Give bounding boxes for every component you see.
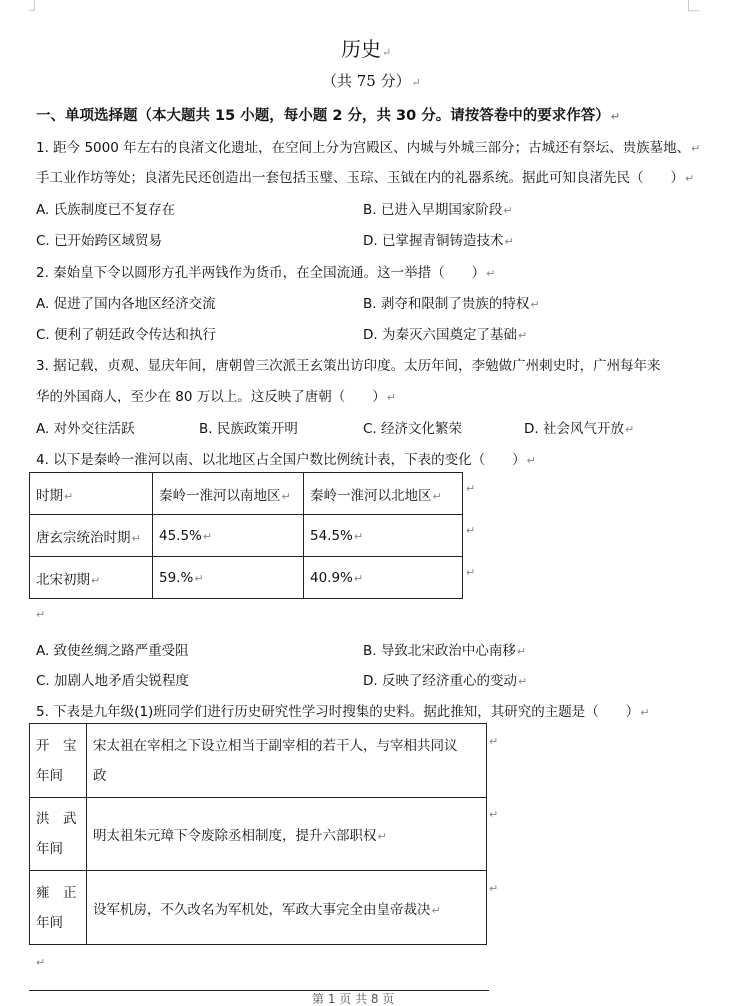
q2-option-b: B. 剥夺和限制了贵族的特权↵ <box>363 296 540 312</box>
q4-option-c: C. 加剧人地矛盾尖锐程度 <box>36 673 190 689</box>
crop-mark-top-left <box>26 0 38 12</box>
section-heading: 一、单项选择题（本大题共 15 小题，每小题 2 分，共 30 分。请按答卷中的要求作答）↵ <box>36 108 620 124</box>
q1-option-a: A. 氏族制度已不复存在 <box>36 202 176 218</box>
row-end-mark: ↵ <box>489 808 499 821</box>
page-title: 历史↵ <box>341 37 392 61</box>
era-cell: 洪 武 年间 <box>30 798 87 871</box>
q1-stem-line1: 1. 距今 5000 年左右的良渚文化遗址，在空间上分为宫殿区、内城与外城三部分；古城还有祭坛、贵族墓地、↵ <box>36 140 701 156</box>
era-cell: 开 宝 年间 <box>30 724 87 798</box>
table-header-cell: 时期↵ <box>30 473 153 515</box>
footer-rule <box>29 990 489 991</box>
q4-option-d: D. 反映了经济重心的变动↵ <box>363 673 528 689</box>
q3-stem-line2: 华的外国商人，至少在 80 万以上。这反映了唐朝（ ）↵ <box>36 389 396 405</box>
era-cell: 雍 正 年间 <box>30 871 87 945</box>
table-cell: 45.5%↵ <box>153 515 304 557</box>
table-row <box>30 798 487 871</box>
row-end-mark: ↵ <box>466 482 476 495</box>
table-cell: 唐玄宗统治时期↵ <box>30 515 153 557</box>
q5-sources-table <box>29 723 487 945</box>
q2-stem: 2. 秦始皇下令以圆形方孔半两钱作为货币，在全国流通。这一举措（ ）↵ <box>36 265 496 281</box>
q3-option-b: B. 民族政策开明 <box>199 421 298 437</box>
q1-stem-line2: 手工业作坊等处；良渚先民还创造出一套包括玉璧、玉琮、玉钺在内的礼器系统。据此可知良渚先民（ ）↵ <box>36 170 695 186</box>
row-end-mark: ↵ <box>466 566 476 579</box>
q1-option-c: C. 已开始跨区域贸易 <box>36 233 163 249</box>
q2-option-d: D. 为秦灭六国奠定了基础↵ <box>363 327 528 343</box>
q1-option-b: B. 已进入早期国家阶段↵ <box>363 202 513 218</box>
q3-stem-line1: 3. 据记载，贞观、显庆年间，唐朝曾三次派王玄策出访印度。太历年间，李勉做广州刺史时，广州每年来 <box>36 358 661 374</box>
table-cell: 59.%↵ <box>153 557 304 599</box>
q2-option-a: A. 促进了国内各地区经济交流 <box>36 296 216 312</box>
table-row <box>30 871 487 945</box>
row-end-mark: ↵ <box>466 524 476 537</box>
q3-option-c: C. 经济文化繁荣 <box>363 421 463 437</box>
table-cell: 40.9%↵ <box>304 557 463 599</box>
page-footer: 第 1 页 共 8 页 <box>312 992 395 1006</box>
table-row <box>30 724 487 798</box>
q4-option-a: A. 致使丝绸之路严重受阻 <box>36 643 189 659</box>
crop-mark-top-right <box>688 0 700 12</box>
empty-paragraph-mark: ↵ <box>36 956 46 969</box>
q4-stem: 4. 以下是秦岭一淮河以南、以北地区占全国户数比例统计表，下表的变化（ ）↵ <box>36 452 536 468</box>
table-cell: 54.5%↵ <box>304 515 463 557</box>
table-row <box>30 557 463 599</box>
table-cell: 北宋初期↵ <box>30 557 153 599</box>
table-row <box>30 515 463 557</box>
q4-option-b: B. 导致北宋政治中心南移↵ <box>363 643 527 659</box>
q2-option-c: C. 便利了朝廷政令传达和执行 <box>36 327 217 343</box>
empty-paragraph-mark: ↵ <box>36 608 46 621</box>
table-header-cell: 秦岭一淮河以北地区↵ <box>304 473 463 515</box>
source-cell: 明太祖朱元璋下令废除丞相制度，提升六部职权↵ <box>87 798 487 871</box>
source-cell: 宋太祖在宰相之下设立相当于副宰相的若干人，与宰相共同议 政 <box>87 724 487 798</box>
q3-option-a: A. 对外交往活跃 <box>36 421 135 437</box>
q1-option-d: D. 已掌握青铜铸造技术↵ <box>363 233 514 249</box>
q5-stem: 5. 下表是九年级(1)班同学们进行历史研究性学习时搜集的史料。据此推知，其研究的主题是（ ）↵ <box>36 704 650 720</box>
table-header-row <box>30 473 463 515</box>
source-cell: 设军机房，不久改名为军机处，军政大事完全由皇帝裁决↵ <box>87 871 487 945</box>
row-end-mark: ↵ <box>489 735 499 748</box>
q4-household-table <box>29 472 463 599</box>
table-header-cell: 秦岭一淮河以南地区↵ <box>153 473 304 515</box>
score-subtitle: （共 75 分）↵ <box>322 72 421 90</box>
q3-option-d: D. 社会风气开放↵ <box>524 421 635 437</box>
row-end-mark: ↵ <box>489 882 499 895</box>
